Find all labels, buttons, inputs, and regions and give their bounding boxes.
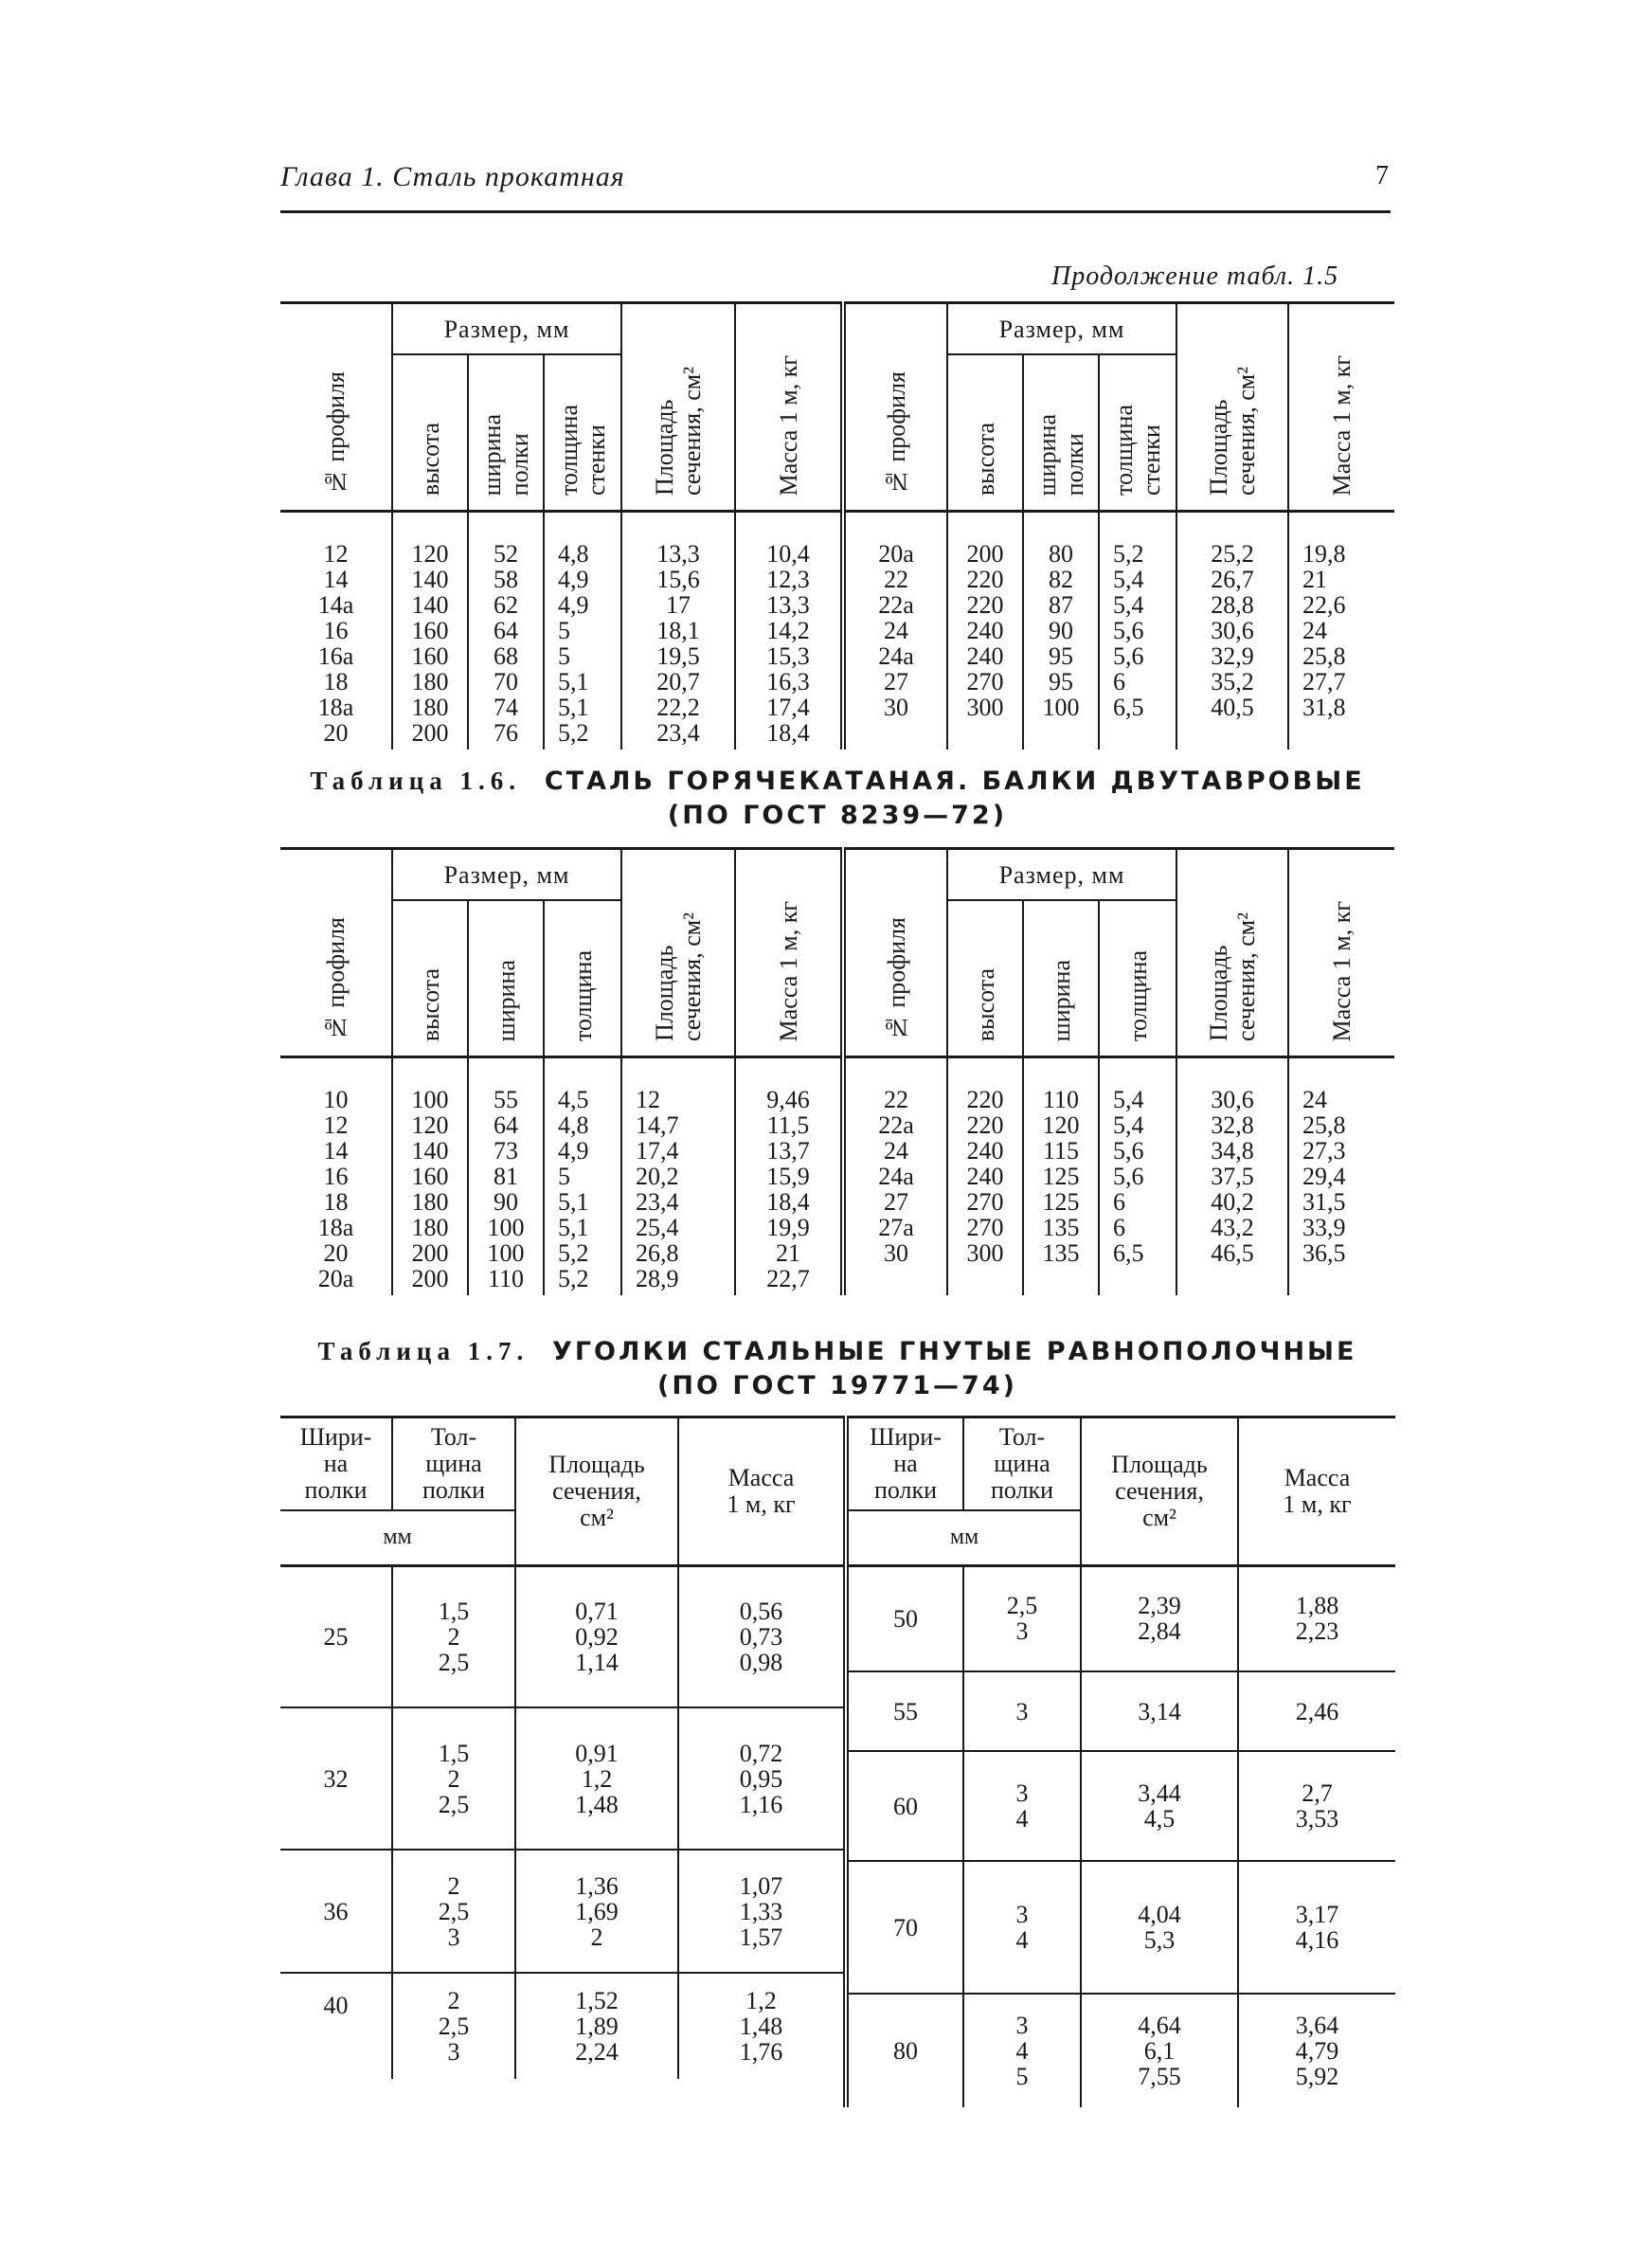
header-web-thickness: толщина стенки <box>544 354 621 510</box>
cell-area: 2,39 2,84 <box>1081 1565 1238 1671</box>
header-size-group-right: Размер, мм <box>947 303 1176 355</box>
cell-thickness: 3 4 5 <box>963 1994 1081 2107</box>
cell-width: 60 <box>846 1751 963 1861</box>
cell-width: 36 <box>280 1850 392 1973</box>
col-height: 120 140 140 160 160 180 180 200 <box>392 512 468 750</box>
cell-thickness: 2 2,5 3 <box>392 1850 515 1973</box>
cell-thickness: 1,5 2 2,5 <box>392 1707 515 1850</box>
cell-mass: 1,07 1,33 1,57 <box>678 1850 843 1973</box>
table-1-6-title-line1: СТАЛЬ ГОРЯЧЕКАТАНАЯ. БАЛКИ ДВУТАВРОВЫЕ <box>544 767 1365 796</box>
header-mass: Масса 1 м, кг <box>678 1417 843 1566</box>
col-area-right: 30,6 32,8 34,8 37,5 40,2 43,2 46,5 <box>1176 1057 1288 1296</box>
cell-mass: 3,17 4,16 <box>1238 1861 1395 1994</box>
col-width: 52 58 62 64 68 70 74 76 <box>468 512 544 750</box>
cell-thickness: 1,5 2 2,5 <box>392 1565 515 1707</box>
header-flange-width-right: Шири- на полки <box>846 1417 963 1510</box>
col-thickness-right: 5,2 5,4 5,4 5,6 5,6 6 6,5 <box>1099 512 1176 750</box>
header-web-thickness-right: толщина стенки <box>1099 354 1176 510</box>
header-unit-mm: мм <box>280 1510 515 1566</box>
header-profile-right: № профиля <box>843 303 947 511</box>
table-1-6-title <box>280 764 1394 833</box>
header-height-right: высота <box>947 900 1023 1056</box>
col-height-right: 200 220 220 240 240 270 300 <box>947 512 1023 750</box>
cell-mass: 0,72 0,95 1,16 <box>678 1707 843 1850</box>
table-row <box>846 1994 1395 2107</box>
col-profile: 10 12 14 16 18 18а 20 20а <box>317 1086 354 1292</box>
col-area-right: 25,2 26,7 28,8 30,6 32,9 35,2 40,5 <box>1176 512 1288 750</box>
header-area: Площадь сечения, см² <box>621 849 735 1056</box>
header-mass-right: Масса 1 м, кг <box>1238 1417 1395 1566</box>
col-height: 100 120 140 160 180 180 200 200 <box>392 1057 468 1296</box>
header-unit-mm-right: мм <box>846 1510 1081 1566</box>
table-row <box>280 1973 843 2079</box>
header-profile: № профиля <box>280 849 392 1056</box>
header-size-group-right: Размер, мм <box>947 849 1176 901</box>
header-height-right: высота <box>947 354 1023 510</box>
col-thickness-right: 5,4 5,4 5,6 5,6 6 6 6,5 <box>1099 1057 1176 1296</box>
col-mass: 9,46 11,5 13,7 15,9 18,4 19,9 21 22,7 <box>735 1057 843 1296</box>
cell-thickness: 2,5 3 <box>963 1565 1081 1671</box>
cell-mass: 1,2 1,48 1,76 <box>678 1973 843 2079</box>
table-row <box>846 1751 1395 1861</box>
cell-mass: 1,88 2,23 <box>1238 1565 1395 1671</box>
cell-width: 70 <box>846 1861 963 1994</box>
cell-area: 1,52 1,89 2,24 <box>515 1973 678 2079</box>
header-thickness: толщина <box>544 900 621 1056</box>
col-height-right: 220 220 240 240 270 270 300 <box>947 1057 1023 1296</box>
header-profile: № профиля <box>280 303 392 511</box>
col-mass-right: 19,8 21 22,6 24 25,8 27,7 31,8 <box>1288 512 1394 750</box>
table-row <box>280 1565 843 1707</box>
cell-mass: 0,56 0,73 0,98 <box>678 1565 843 1707</box>
header-width: ширина <box>468 900 544 1056</box>
header-area: Площадь сечения, см² <box>515 1417 678 1566</box>
table-row <box>280 1850 843 1973</box>
cell-area: 3,44 4,5 <box>1081 1751 1238 1861</box>
header-size-group: Размер, мм <box>392 303 621 355</box>
header-area-right: Площадь сечения, см² <box>1176 849 1288 1056</box>
cell-thickness: 3 4 <box>963 1751 1081 1861</box>
header-thickness-right: толщина <box>1099 900 1176 1056</box>
col-area: 13,3 15,6 17 18,1 19,5 20,7 22,2 23,4 <box>621 512 735 750</box>
table-1-6-label: Таблица 1.6. <box>310 767 522 795</box>
col-thickness: 4,8 4,9 4,9 5 5 5,1 5,1 5,2 <box>544 512 621 750</box>
cell-area: 0,71 0,92 1,14 <box>515 1565 678 1707</box>
cell-area: 1,36 1,69 2 <box>515 1850 678 1973</box>
header-width-right: ширина <box>1023 900 1099 1056</box>
cell-area: 3,14 <box>1081 1671 1238 1751</box>
table-1-5-continuation <box>280 301 1394 749</box>
header-area: Площадь сечения, см² <box>621 303 735 511</box>
header-area-right: Площадь сечения, см² <box>1176 303 1288 511</box>
header-area-right: Площадь сечения, см² <box>1081 1417 1238 1566</box>
page-number: 7 <box>1375 161 1389 190</box>
col-width: 55 64 73 81 90 100 100 110 <box>468 1057 544 1296</box>
cell-width: 55 <box>846 1671 963 1751</box>
cell-thickness: 2 2,5 3 <box>392 1973 515 2079</box>
table-row <box>846 1671 1395 1751</box>
col-profile-right: 20а 22 22а 24 24а 27 30 <box>843 512 947 750</box>
header-height: высота <box>392 354 468 510</box>
cell-width: 32 <box>280 1707 392 1850</box>
col-profile-right: 22 22а 24 24а 27 27а 30 <box>843 1057 947 1296</box>
header-size-group: Размер, мм <box>392 849 621 901</box>
col-width-right: 80 82 87 90 95 95 100 <box>1023 512 1099 750</box>
table-1-6-title-line2: (ПО ГОСТ 8239—72) <box>667 801 1008 830</box>
col-mass: 10,4 12,3 13,3 14,2 15,3 16,3 17,4 18,4 <box>735 512 843 750</box>
continuation-caption: Продолжение табл. 1.5 <box>1051 262 1339 291</box>
header-mass: Масса 1 м, кг <box>735 303 843 511</box>
table-1-7-left <box>280 1416 843 2079</box>
col-area: 12 14,7 17,4 20,2 23,4 25,4 26,8 28,9 <box>621 1057 735 1296</box>
cell-area: 4,04 5,3 <box>1081 1861 1238 1994</box>
col-profile: 12 14 14а 16 16а 18 18а 20 <box>317 540 354 747</box>
cell-area: 0,91 1,2 1,48 <box>515 1707 678 1850</box>
table-row <box>280 1707 843 1850</box>
col-width-right: 110 120 115 125 125 135 135 <box>1023 1057 1099 1296</box>
header-flange-width-right: ширина полки <box>1023 354 1099 510</box>
table-row <box>846 1861 1395 1994</box>
table-1-7-title <box>280 1334 1394 1403</box>
header-mass-right: Масса 1 м, кг <box>1288 303 1394 511</box>
cell-area: 4,64 6,1 7,55 <box>1081 1994 1238 2107</box>
cell-mass: 3,64 4,79 5,92 <box>1238 1994 1395 2107</box>
header-flange-width: ширина полки <box>468 354 544 510</box>
cell-width: 40 <box>280 1973 392 2079</box>
header-mass-right: Масса 1 м, кг <box>1288 849 1394 1056</box>
table-1-7-right <box>843 1416 1395 2107</box>
cell-thickness: 3 <box>963 1671 1081 1751</box>
cell-mass: 2,7 3,53 <box>1238 1751 1395 1861</box>
header-profile-right: № профиля <box>843 849 947 1056</box>
table-1-7-title-line2: (ПО ГОСТ 19771—74) <box>657 1371 1017 1400</box>
col-mass-right: 24 25,8 27,3 29,4 31,5 33,9 36,5 <box>1288 1057 1394 1296</box>
header-flange-width: Шири- на полки <box>280 1417 392 1510</box>
cell-mass: 2,46 <box>1238 1671 1395 1751</box>
table-1-7-title-line1: УГОЛКИ СТАЛЬНЫЕ ГНУТЫЕ РАВНОПОЛОЧНЫЕ <box>552 1337 1357 1366</box>
table-1-6 <box>280 847 1394 1295</box>
table-row <box>846 1565 1395 1671</box>
col-thickness: 4,5 4,8 4,9 5 5,1 5,1 5,2 5,2 <box>544 1057 621 1296</box>
header-rule <box>280 210 1391 213</box>
header-flange-thickness: Тол- щина полки <box>392 1417 515 1510</box>
header-mass: Масса 1 м, кг <box>735 849 843 1056</box>
cell-thickness: 3 4 <box>963 1861 1081 1994</box>
header-flange-thickness-right: Тол- щина полки <box>963 1417 1081 1510</box>
cell-width: 50 <box>846 1565 963 1671</box>
header-height: высота <box>392 900 468 1056</box>
table-1-7-label: Таблица 1.7. <box>317 1337 530 1365</box>
running-head: Глава 1. Сталь прокатная <box>280 161 625 192</box>
cell-width: 80 <box>846 1994 963 2107</box>
cell-width: 25 <box>280 1565 392 1707</box>
